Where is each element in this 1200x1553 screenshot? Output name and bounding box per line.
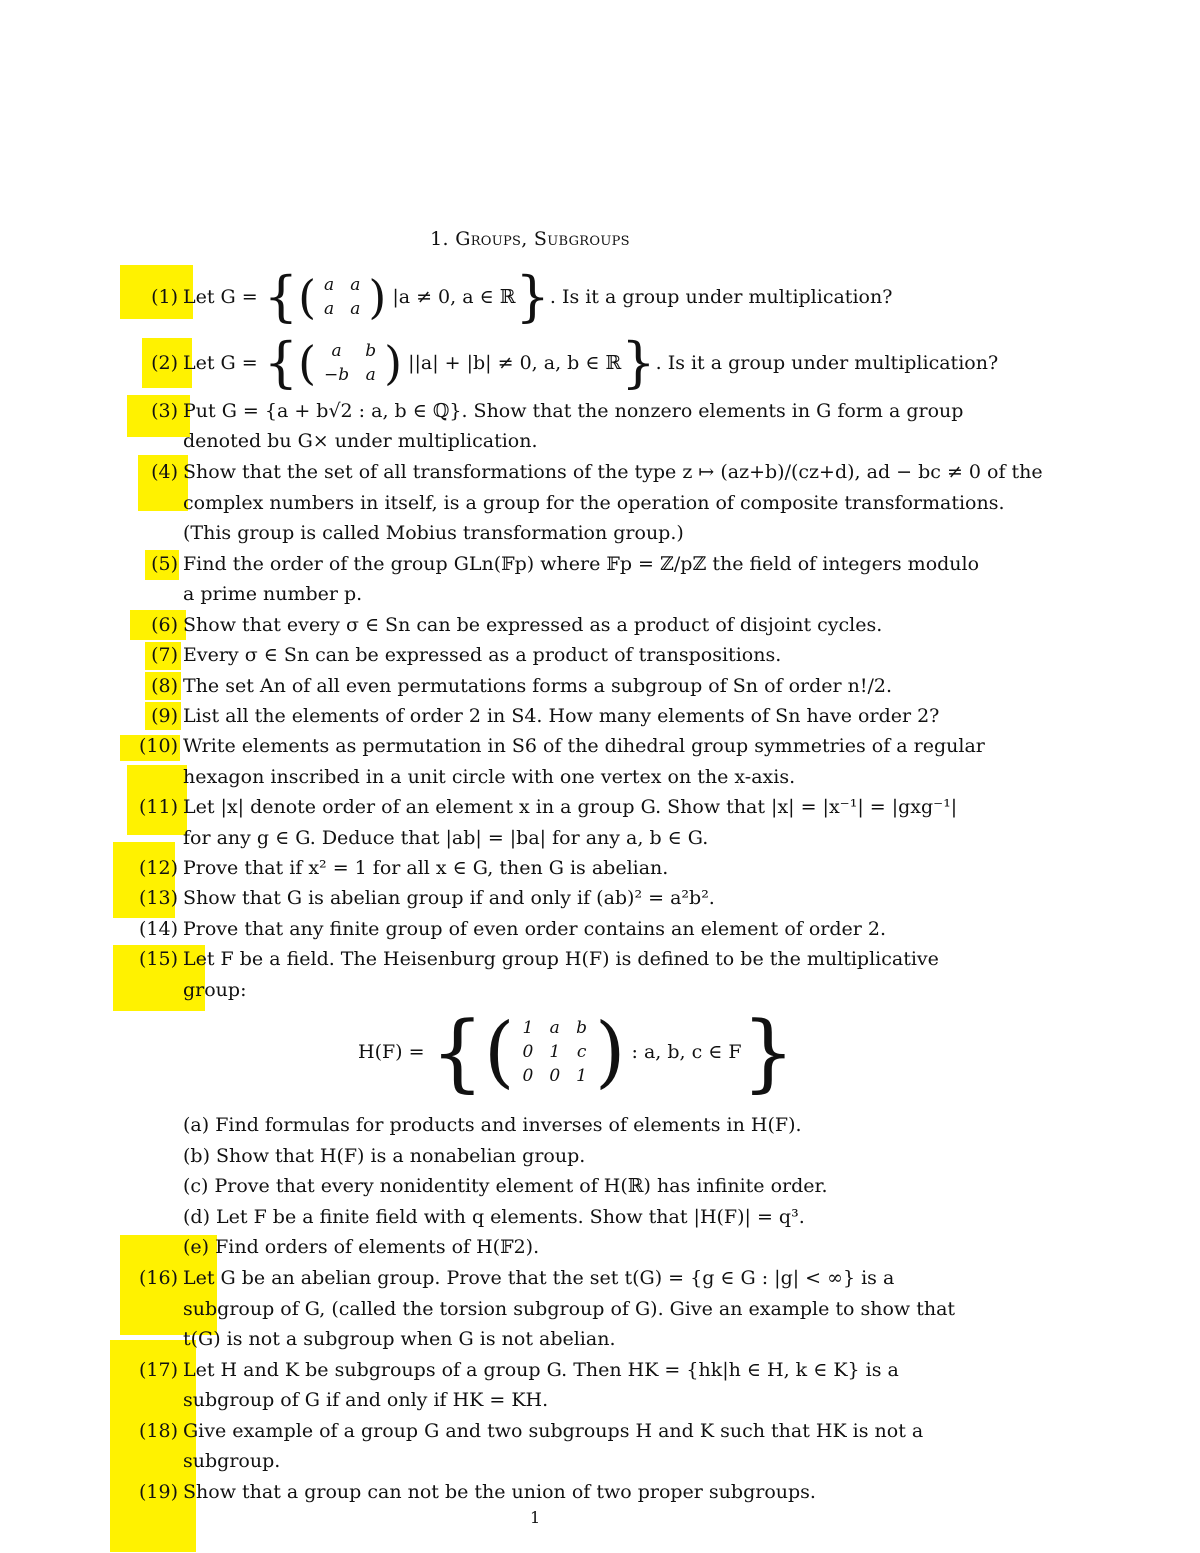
problem-3: (3) Put G = {a + b√2 : a, b ∈ ℚ}. Show that the nonzero elements in G form a group [151,400,964,422]
problem-17-cont: subgroup of G if and only if HK = KH. [183,1389,549,1411]
problem-14: (14) Prove that any finite group of even order contains an element of order 2. [138,918,887,940]
left-brace: { [263,265,299,328]
problem-18: (18) Give example of a group G and two subgroups H and K such that HK is not a [138,1420,924,1442]
problem-17: (17) Let H and K be subgroups of a group G. Then HK = {hk|h ∈ H, k ∈ K} is a [138,1359,899,1381]
problem-5: (5) Find the order of the group GLn(𝔽p) where 𝔽p = ℤ/pℤ the field of integers modulo [151,553,980,575]
problem-11-cont: for any g ∈ G. Deduce that |ab| = |ba| for any a, b ∈ G. [183,827,709,849]
problem-11: (11) Let |x| denote order of an element x in a group G. Show that |x| = |x⁻¹| = |gxg⁻¹| [138,796,958,818]
subpart-b: (b) Show that H(F) is a nonabelian group. [183,1145,586,1167]
problem-19: (19) Show that a group can not be the union of two proper subgroups. [138,1481,816,1503]
matrix-3x3: 1 a b 0 1 c 0 0 1 [522,1018,588,1086]
heisenberg-display: H(F) = {( 1 a b 0 1 c 0 0 1 ) : a, b, c ∈ F} [358,1003,796,1101]
problem-13: (13) Show that G is abelian group if and only if (ab)² = a²b². [138,887,715,909]
problem-4: (4) Show that the set of all transformations of the type z ↦ (az+b)/(cz+d), ad − bc ≠ 0 of the [151,461,1043,483]
matrix-2x2: a b −b a [324,341,377,385]
problem-15-cont: group: [183,979,247,1001]
problem-10-cont: hexagon inscribed in a unit circle with one vertex on the x-axis. [183,766,796,788]
problem-4-cont: (This group is called Mobius transformation group.) [183,522,684,544]
subpart-a: (a) Find formulas for products and inverses of elements in H(F). [183,1114,802,1136]
problem-7: (7) Every σ ∈ Sn can be expressed as a product of transpositions. [151,644,782,666]
problem-8: (8) The set An of all even permutations forms a subgroup of Sn of order n!/2. [151,675,893,697]
problem-12: (12) Prove that if x² = 1 for all x ∈ G, then G is abelian. [138,857,669,879]
problem-5-cont: a prime number p. [183,583,363,605]
problem-9: (9) List all the elements of order 2 in S4. How many elements of Sn have order 2? [151,705,940,727]
problem-4-cont: complex numbers in itself, is a group for the operation of composite transformations. [183,492,1005,514]
problem-18-cont: subgroup. [183,1450,281,1472]
subpart-d: (d) Let F be a finite field with q elements. Show that |H(F)| = q³. [183,1206,805,1228]
subpart-e: (e) Find orders of elements of H(𝔽2). [183,1236,540,1258]
matrix-2x2: a a a a [324,275,361,319]
problem-1: (1) Let G = {( a a a a ) |a ≠ 0, a ∈ ℝ}. Is it a group under multiplication? [151,265,893,328]
problem-16-cont: t(G) is not a subgroup when G is not abelian. [183,1328,616,1350]
problem-10: (10) Write elements as permutation in S6 of the dihedral group symmetries of a regular [138,735,985,757]
problem-16: (16) Let G be an abelian group. Prove that the set t(G) = {g ∈ G : |g| < ∞} is a [138,1267,895,1289]
problem-2: (2) Let G = {( a b −b a ) ||a| + |b| ≠ 0, a, b ∈ ℝ}. Is it a group under multiplication? [151,331,999,394]
problem-6: (6) Show that every σ ∈ Sn can be expressed as a product of disjoint cycles. [151,614,883,636]
page-number: 1 [530,1508,541,1527]
section-title: 1. Groups, Subgroups [430,228,630,250]
problem-3-cont: denoted bu G× under multiplication. [183,430,538,452]
problem-15: (15) Let F be a field. The Heisenburg group H(F) is defined to be the multiplicative [138,948,939,970]
subpart-c: (c) Prove that every nonidentity element of H(ℝ) has infinite order. [183,1175,828,1197]
problem-16-cont: subgroup of G, (called the torsion subgroup of G). Give an example to show that [183,1298,956,1320]
